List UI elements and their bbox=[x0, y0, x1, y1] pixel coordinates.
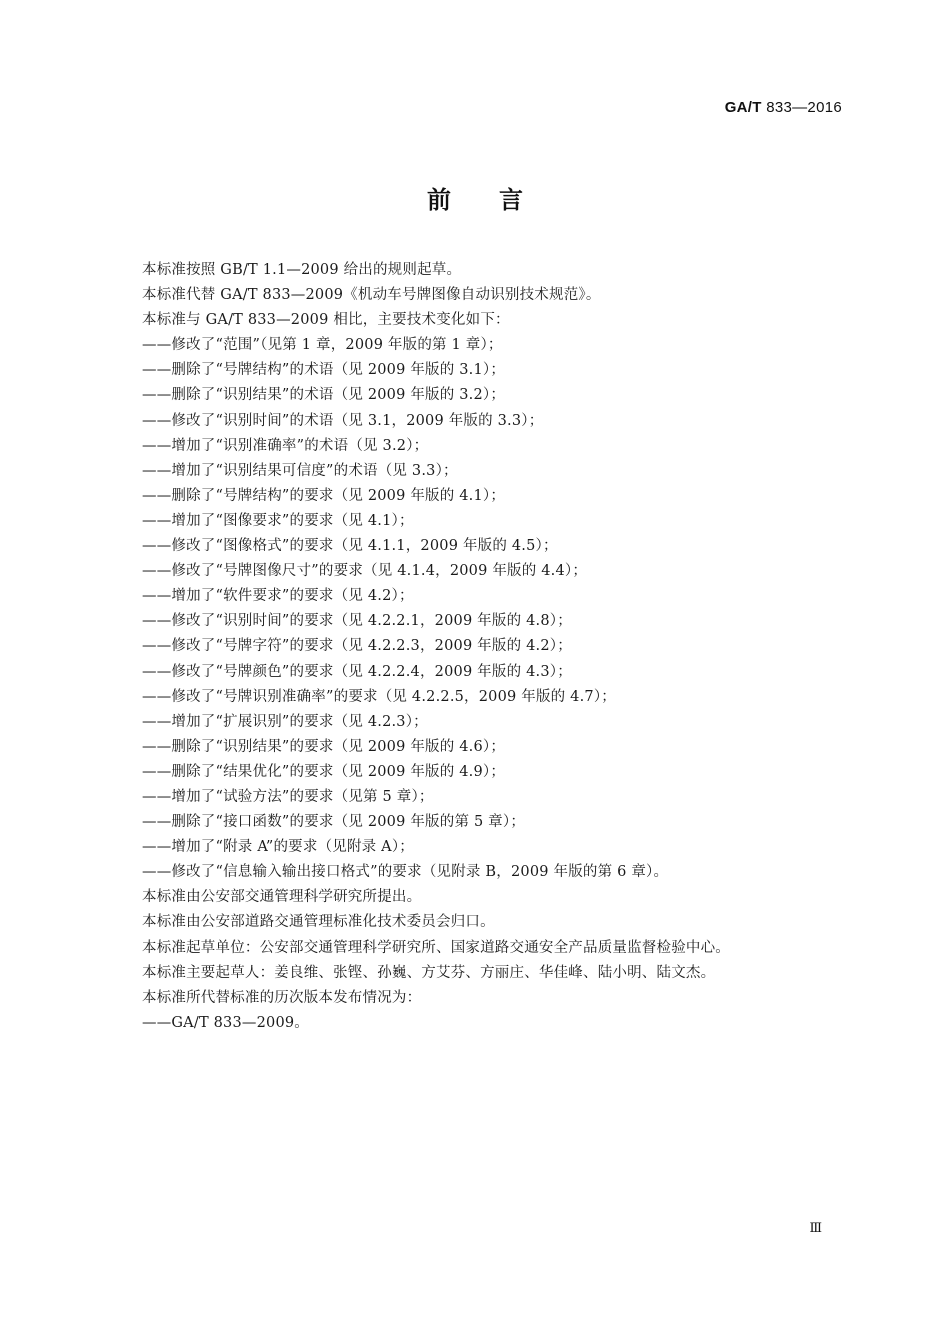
change-item: ——删除了“识别结果”的要求（见 2009 年版的 4.6）； bbox=[142, 738, 506, 755]
page-title: 前言 bbox=[427, 186, 571, 214]
change-item: ——增加了“图像要求”的要求（见 4.1）； bbox=[142, 512, 414, 529]
change-item: ——增加了“软件要求”的要求（见 4.2）； bbox=[142, 588, 414, 605]
change-item: ——修改了“号牌识别准确率”的要求（见 4.2.2.5，2009 年版的 4.7）； bbox=[142, 688, 616, 705]
change-item: ——删除了“识别结果”的术语（见 2009 年版的 3.2）； bbox=[142, 387, 506, 404]
change-item: ——删除了“接口函数”的要求（见 2009 年版的第 5 章）； bbox=[142, 814, 526, 831]
change-item: ——修改了“识别时间”的要求（见 4.2.2.1，2009 年版的 4.8）； bbox=[142, 613, 572, 630]
document-code-prefix: GA/T bbox=[724, 99, 762, 116]
change-item: ——删除了“结果优化”的要求（见 2009 年版的 4.9）； bbox=[142, 763, 506, 780]
preface-line: 本标准主要起草人：姜良维、张铿、孙巍、方艾芬、方丽庄、华佳峰、陆小明、陆文杰。 bbox=[142, 964, 716, 981]
change-item: ——修改了“号牌字符”的要求（见 4.2.2.3，2009 年版的 4.2）； bbox=[142, 638, 572, 655]
change-item: ——增加了“试验方法”的要求（见第 5 章）； bbox=[142, 788, 434, 805]
change-item: ——修改了“识别时间”的术语（见 3.1，2009 年版的 3.3）； bbox=[142, 412, 544, 429]
preface-line: 本标准与 GA/T 833—2009 相比，主要技术变化如下： bbox=[142, 312, 510, 329]
change-item: ——修改了“范围”（见第 1 章，2009 年版的第 1 章）； bbox=[142, 337, 503, 354]
preface-line: 本标准由公安部道路交通管理标准化技术委员会归口。 bbox=[142, 914, 495, 931]
preface-body bbox=[142, 258, 822, 1036]
preface-line: 本标准由公安部交通管理科学研究所提出。 bbox=[142, 889, 422, 906]
change-item: ——增加了“识别结果可信度”的术语（见 3.3）； bbox=[142, 462, 458, 479]
change-item: ——删除了“号牌结构”的要求（见 2009 年版的 4.1）； bbox=[142, 487, 506, 504]
change-item: ——增加了“扩展识别”的要求（见 4.2.3）； bbox=[142, 713, 428, 730]
change-item: ——GA/T 833—2009。 bbox=[142, 1014, 309, 1031]
change-item: ——增加了“识别准确率”的术语（见 3.2）； bbox=[142, 437, 429, 454]
preface-line: 本标准起草单位：公安部交通管理科学研究所、国家道路交通安全产品质量监督检验中心。 bbox=[142, 939, 730, 956]
page-number: Ⅲ bbox=[809, 1221, 822, 1236]
change-item: ——修改了“号牌颜色”的要求（见 4.2.2.4，2009 年版的 4.3）； bbox=[142, 663, 572, 680]
change-item: ——修改了“信息输入输出接口格式”的要求（见附录 B，2009 年版的第 6 章）。 bbox=[142, 864, 669, 881]
document-code bbox=[725, 99, 842, 116]
change-item: ——修改了“号牌图像尺寸”的要求（见 4.1.4，2009 年版的 4.4）； bbox=[142, 563, 588, 580]
preface-line: 本标准按照 GB/T 1.1—2009 给出的规则起草。 bbox=[142, 262, 462, 278]
preface-line: 本标准代替 GA/T 833—2009《机动车号牌图像自动识别技术规范》。 bbox=[142, 287, 601, 304]
change-item: ——增加了“附录 A”的要求（见附录 A）； bbox=[142, 839, 415, 856]
document-code-number: 833—2016 bbox=[766, 99, 842, 116]
preface-line: 本标准所代替标准的历次版本发布情况为： bbox=[142, 989, 422, 1006]
change-item: ——修改了“图像格式”的要求（见 4.1.1，2009 年版的 4.5）； bbox=[142, 538, 558, 555]
change-item: ——删除了“号牌结构”的术语（见 2009 年版的 3.1）； bbox=[142, 362, 506, 379]
